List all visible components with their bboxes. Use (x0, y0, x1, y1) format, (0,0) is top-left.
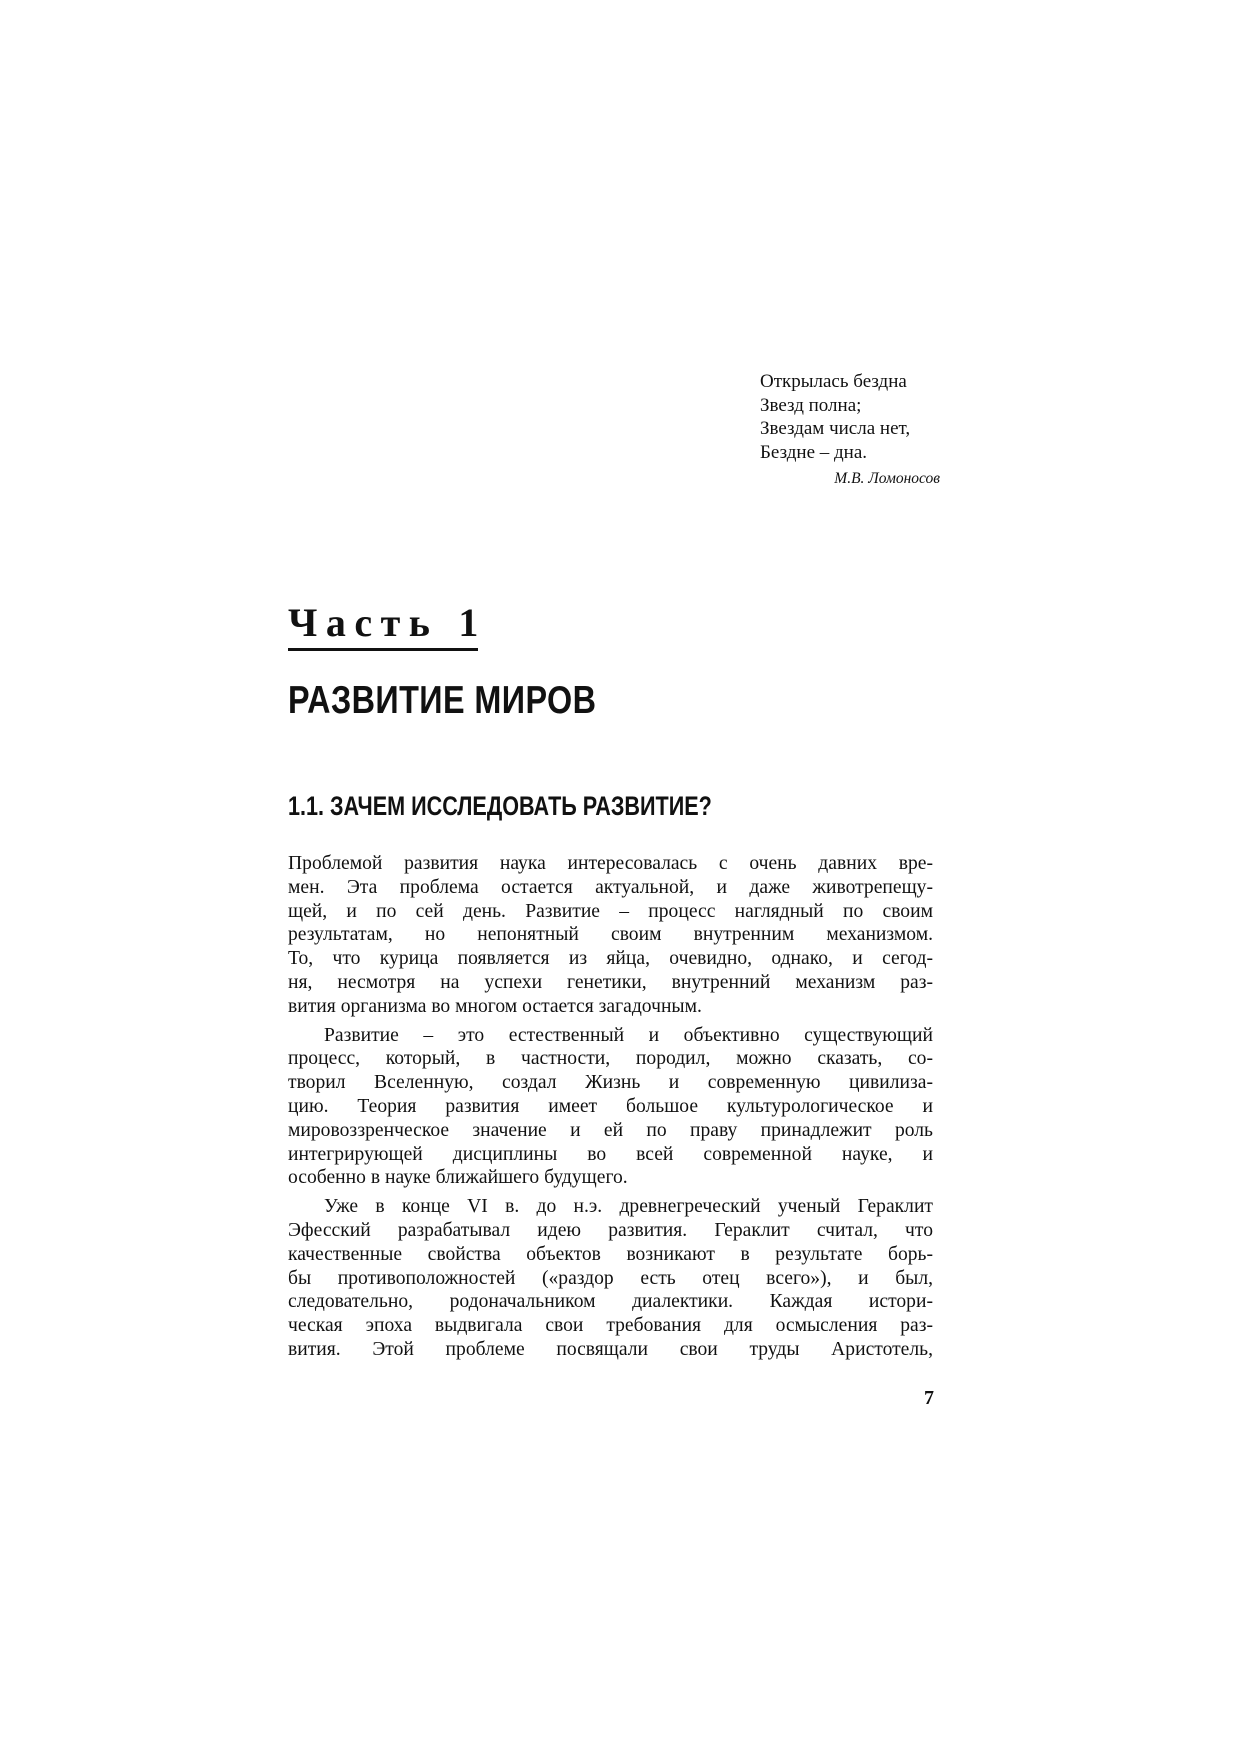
text-line: качественные свойства объектов возникают в результате борь- (288, 1243, 933, 1265)
epigraph-line: Звездам числа нет, (760, 418, 911, 439)
text-line: Уже в конце VI в. до н.э. древнегреческий ученый Гераклит (324, 1196, 933, 1218)
text-line: То, что курица появляется из яйца, очевидно, однако, и сегод- (288, 948, 933, 970)
body-text (288, 852, 933, 1362)
text-line: вития. Этой проблеме посвящали свои труды Аристотель, (288, 1338, 933, 1360)
text-line: следовательно, родоначальником диалектики. Каждая истори- (288, 1291, 933, 1313)
epigraph-line: Открылась бездна (760, 371, 907, 392)
text-line: ня, несмотря на успехи генетики, внутренний механизм раз- (288, 971, 933, 993)
text-line: особенно в науке ближайшего будущего. (288, 1167, 628, 1189)
text-line: мен. Эта проблема остается актуальной, и даже животрепещу- (288, 876, 933, 898)
text-line: ческая эпоха выдвигала свои требования для осмысления раз- (288, 1315, 933, 1337)
text-line: творил Вселенную, создал Жизнь и современную цивилиза- (288, 1072, 933, 1094)
text-line: цию. Теория развития имеет большое культурологическое и (288, 1095, 933, 1117)
text-line: мировоззренческое значение и ей по праву принадлежит роль (288, 1119, 933, 1141)
epigraph-author: М.В. Ломоносов (834, 470, 940, 487)
section-title: 1.1. ЗАЧЕМ ИССЛЕДОВАТЬ РАЗВИТИЕ? (288, 791, 712, 821)
part-number: 1 (458, 600, 479, 645)
text-line: Проблемой развития наука интересовалась с очень давних вре- (288, 853, 933, 874)
part-heading (288, 598, 478, 651)
text-line: бы противоположностей («раздор есть отец всего»), и был, (288, 1267, 933, 1289)
text-line: вития организма во многом остается загадочным. (288, 995, 702, 1017)
epigraph-line: Бездне – дна. (760, 441, 868, 463)
epigraph (760, 370, 940, 491)
text-line: результатам, но непонятный своим внутренним механизмом. (288, 924, 933, 946)
page-number: 7 (924, 1387, 934, 1409)
text-line: Эфесский разрабатывал идею развития. Гераклит считал, что (288, 1219, 933, 1241)
part-title: РАЗВИТИЕ МИРОВ (288, 679, 597, 722)
text-line: интегрирующей дисциплины во всей современной науке, и (288, 1143, 933, 1165)
text-line: щей, и по сей день. Развитие – процесс наглядный по своим (288, 900, 933, 922)
part-label: Часть (288, 600, 439, 645)
epigraph-line: Звезд полна; (760, 394, 862, 416)
text-line: процесс, который, в частности, породил, можно сказать, со- (288, 1048, 933, 1070)
text-line: Развитие – это естественный и объективно существующий (324, 1024, 933, 1046)
